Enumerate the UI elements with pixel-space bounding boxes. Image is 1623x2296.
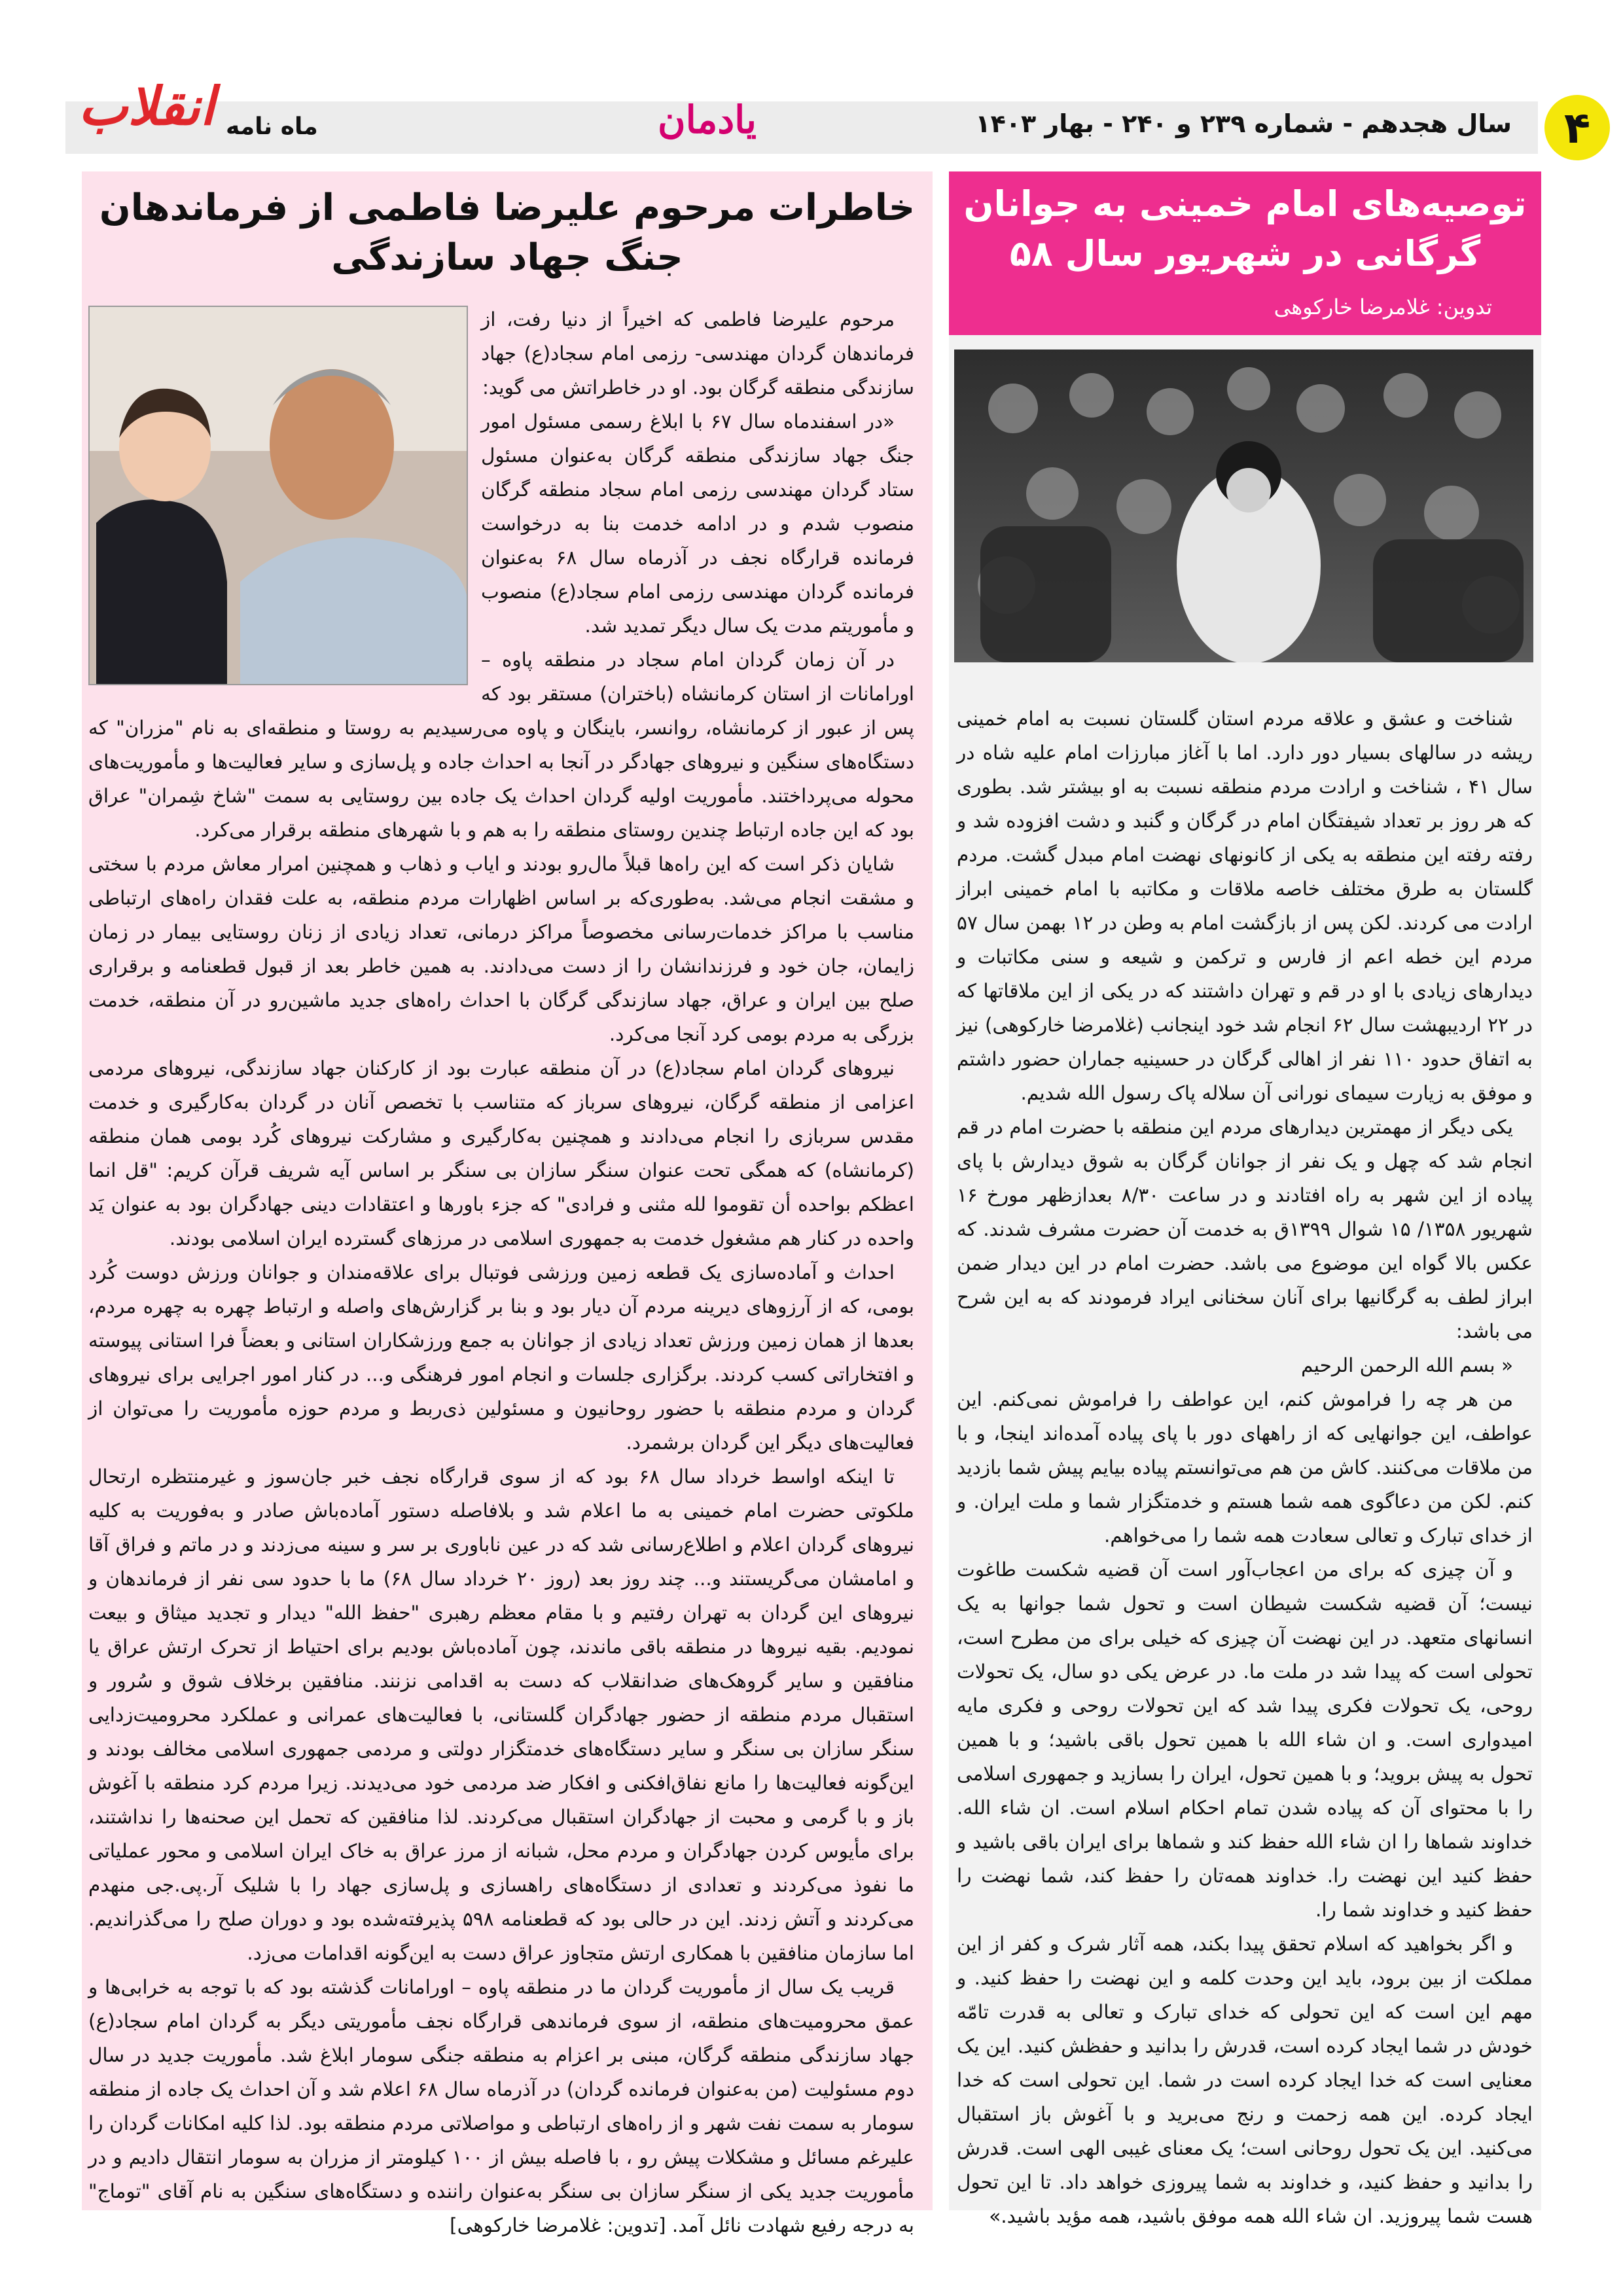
paragraph: شایان ذکر است که این راه‌ها قبلاً مال‌رو بودند و ایاب و ذهاب و همچنین امرار معاش مردم با سختی و مشقت انجام می‌شد. به‌طوری‌که بر اساس اظهارات مردم منطقه، به علت فقدان راه‌های ارتباطی مناسب با مراکز خدمات‌رسانی مخصوصاً مراکز درمانی، تعداد زیادی از زنان روستایی بیمار در زمان زایمان، جان خود و فرزندانشان را از دست می‌دادند. به همین خاطر بعد از قبول قطعنامه و برقراری صلح بین ایران و عراق، جهاد سازندگی گرگان با احداث راه‌های جدید ماشین‌رو در آن منطقه، خدمت بزرگی به مردم بومی کرد آنجا می‌کرد.: [88, 853, 914, 1045]
article-header-box: [949, 171, 1541, 335]
paragraph: شناخت و عشق و علاقه مردم استان گلستان نسبت به امام خمینی ریشه در سالهای بسیار دور دارد. اما با آغاز مبارزات امام علیه شاه در سال ۴۱ ، شناخت و ارادت مردم منطقه نسبت به او بیشتر شد. بطوری که هر روز بر تعداد شیفتگان امام در گرگان و گنبد و دشت افزوده شد و رفته رفته این منطقه به یکی از کانونهای نهضت امام مبدل گشت. مردم گلستان به طرق مختلف خاصه ملاقات و مکاتبه با امام خمینی ابراز ارادت می کردند. لکن پس از بازگشت امام به وطن در ۱۲ بهمن سال ۵۷ مردم این خطه اعم از فارس و ترکمن و شیعه و سنی مکاتبات و دیدارهای زیادی با او در قم و تهران داشتند که در یکی از این ملاقاتها که در ۲۲ اردیبهشت سال ۶۲ انجام شد خود اینجانب (غلامرضا خارکوهی) نیز به اتفاق حدود ۱۱۰ نفر از اهالی گرگان در حسینیه جماران حضور داشتم و موفق به زیارت سیمای نورانی آن سلاله پاک رسول الله شدیم.: [957, 708, 1533, 1104]
page-header: [65, 75, 1591, 167]
group-photo: [954, 350, 1533, 662]
group-photo-image: [954, 350, 1533, 662]
magazine-label: ماه نامه: [226, 113, 318, 140]
article-author: تدوین: غلامرضا خارکوهی: [1274, 295, 1492, 319]
paragraph: تا اینکه اواسط خرداد سال ۶۸ بود که از سوی قرارگاه نجف خبر جان‌سوز و غیرمنتظره ارتحال ملکوتی حضرت امام خمینی به ما اعلام شد و بلافاصله دستور آماده‌باش صادر و به‌فوریت به کلیه نیروهای گردان اعلام و اطلاع‌رسانی شد که در عین ناباوری بر سر و سینه می‌زدند و در ماتم و فراق آقا و امامشان می‌گریستند و... چند روز بعد (روز ۲۰ خرداد سال ۶۸) ما با حدود سی نفر از فرماندهان و نیروهای این گردان به تهران رفتیم و با مقام معظم رهبری "حفظ الله" دیدار و تجدید میثاق و بیعت نمودیم. بقیه نیروها در منطقه باقی ماندند، چون آماده‌باش بودیم برای احتیاط از تحرک ارتش عراق یا منافقین و سایر گروهک‌های ضدانقلاب که دست به اقدامی نزنند. منافقین برخلاف شوق و سُرور و استقبال مردم منطقه از حضور جهادگران گلستانی، با فعالیت‌های عمرانی و عملکرد محرومیت‌زدایی سنگر سازان بی سنگر و سایر دستگاه‌های خدمتگزار دولتی و مردمی جمهوری اسلامی مخالف بودند و این‌گونه فعالیت‌ها را مانع نفاق‌افکنی و افکار ضد مردمی خود می‌دیدند. زیرا مردم کرد منطقه با آغوش باز و با گرمی و محبت از جهادگران استقبال می‌کردند. لذا منافقین که تحمل این صحنه‌ها را نداشتند، برای مأیوس کردن جهادگران و مردم محل، شبانه از مرز عراق به خاک ایران اسلامی و محور عملیاتی ما نفوذ می‌کردند و تعدادی از دستگاه‌های راهسازی و پل‌سازی جهاد را با شلیک آر.پی.جی منهدم می‌کردند و آتش زدند. این در حالی بود که قطعنامه ۵۹۸ پذیرفته‌شده بود و دوران صلح را می‌گذراندیم. اما سازمان منافقین با همکاری ارتش متجاوز عراق دست به این‌گونه اقدامات می‌زد.: [88, 1465, 914, 1964]
paragraph: در آن زمان گردان امام سجاد در منطقه پاوه – اورامانات از استان کرمانشاه (باختران) مستقر بود که پس از عبور از کرمانشاه، روانسر، باینگان و پاوه می‌رسیدیم به روستا و منطقه‌ای به نام "مزران" که دستگاه‌های سنگین و نیروهای جهادگر در آنجا به احداث جاده و پل‌سازی و سایر فعالیت‌ها و مأموریت‌های محوله می‌پرداختند. مأموریت اولیه گردان احداث یک جاده بین روستایی به سمت "شاخ شِمران" عراق بود که این جاده ارتباط چندین روستای منطقه را به هم و با شهرهای منطقه برقرار می‌کرد.: [88, 649, 914, 841]
paragraph: « بسم الله الرحمن الرحیم: [1301, 1354, 1513, 1376]
article-imam-khomeini: [949, 171, 1541, 2227]
article-title: خاطرات مرحوم علیرضا فاطمی از فرماندهان جنگ جهاد سازندگی: [99, 187, 916, 279]
article-fatemi-memoirs: [82, 171, 933, 2236]
paragraph: «در اسفندماه سال ۶۷ با ابلاغ رسمی مسئول امور جنگ جهاد سازندگی منطقه گرگان به‌عنوان مسئول ستاد گردان مهندسی رزمی امام سجاد منطقه گرگان منصوب شدم و در ادامه خدمت بنا به درخواست فرمانده قرارگاه نجف در آذرماه سال ۶۸ به‌عنوان فرمانده گردان مهندسی رزمی امام سجاد(ع) منصوب و مأموریتم مدت یک سال دیگر تمدید شد.: [481, 410, 914, 637]
article-title: توصیه‌های امام خمینی به جوانان گرگانی در شهریور سال ۵۸: [963, 183, 1527, 274]
paragraph: و آن چیزی که برای من اعجاب‌آور است آن قضیه شکست طاغوت نیست؛ آن قضیه شکست شیطان است و تحول شما جوانها به یک انسانهای متعهد. در این نهضت آن چیزی که خیلی برای من مطرح است، تحولی است که پیدا شد در ملت ما. در عرض یکی دو سال، یک تحولات روحی، یک تحولات فکری پیدا شد که این تحولات روحی و فکری مایه امیدواری است. و ان شاء الله با همین تحول باقی باشید؛ و با همین تحول به پیش بروید؛ و با همین تحول، ایران را بسازید و جمهوری اسلامی را با محتوای آن که پیاده شدن تمام احکام اسلام است. ان شاء الله. خداوند شماها را ان شاء الله حفظ کند و شماها برای ایران باقی باشید و حفظ کنید این نهضت را. خداوند همه‌تان را حفظ کند، شما نهضت را حفظ کنید و خداوند شما را.: [957, 1558, 1533, 1921]
paragraph: و اگر بخواهید که اسلام تحقق پیدا بکند، همه آثار شرک و کفر از این مملکت از بین برود، باید این وحدت کلمه و این نهضت را حفظ کنید. و مهم این است که این تحولی که خدای تبارک و تعالی به قدرت تامّه خودش در شما ایجاد کرده است، قدرش را بدانید و حفظش کنید. این یک معنایی است که خدا ایجاد کرده است در شما. این تحولی است که خدا ایجاد کرده. این همه زحمت و رنج می‌برید و با آغوش باز استقبال می‌کنید. این یک تحول روحانی است؛ یک معنای غیبی الهی است. قدرش را بدانید و حفظ کنید، و خداوند به شما پیروزی خواهد داد. تا این تحول هست شما پیروزید. ان شاء الله همه موفق باشید، همه مؤید باشید.»: [957, 1933, 1533, 2227]
section-title: یادمان: [658, 98, 757, 142]
paragraph: یکی دیگر از مهمترین دیدارهای مردم این منطقه با حضرت امام در قم انجام شد که چهل و یک نفر از جوانان گرگان به شوق دیدارش با پای پیاده از این شهر به راه افتادند و در ساعت ۸/۳۰ بعدازظهر مورخ ۱۶ شهریور ۱۳۵۸/ ۱۵ شوال ۱۳۹۹ق به خدمت آن حضرت مشرف شدند. که عکس بالا گواه این موضوع می باشد. حضرت امام در این دیدار ضمن ابراز لطف به گرگانیها برای آنان سخنانی ایراد فرمودند که به این شرح می باشد:: [957, 1116, 1533, 1342]
paragraph: قریب یک سال از مأموریت گردان ما در منطقه پاوه – اورامانات گذشته بود که با توجه به خرابی‌ها و عمق محرومیت‌های منطقه، از سوی فرماندهی قرارگاه نجف مأموریتی دیگر به گردان امام سجاد(ع) جهاد سازندگی منطقه گرگان، مبنی بر اعزام به منطقه جنگی سومار ابلاغ شد. مأموریت جدید در سال دوم مسئولیت (من به‌عنوان فرمانده گردان) در آذرماه سال ۶۸ اعلام شد و آن احداث یک جاده از منطقه سومار به سمت نفت شهر و از راه‌های ارتباطی و مواصلاتی مردم منطقه بود. لذا کلیه امکانات گردان را علیرغم مسائل و مشکلات پیش رو ، با فاصله بیش از ۱۰۰ کیلومتر از مزران به سومار انتقال دادیم و در مأموریت جدید یکی از سنگر سازان بی سنگر به‌عنوان راننده و دستگاه‌های سنگین به نام آقای "توماج" به درجه رفیع شهادت نائل آمد. [تدوین: غلامرضا خارکوهی]: [88, 1976, 914, 2236]
article-body: [88, 302, 914, 2242]
paragraph: مرحوم علیرضا فاطمی که اخیراً از دنیا رفت، از فرماندهان گردان مهندسی- رزمی امام سجاد(ع) جهاد سازندگی منطقه گرگان بود. او در خاطراتش می گوید:: [481, 308, 914, 399]
article-body: [957, 702, 1533, 2233]
paragraph: احداث و آماده‌سازی یک قطعه زمین ورزشی فوتبال برای علاقه‌مندان و جوانان ورزش دوست کُرد بومی، که از آرزوهای دیرینه مردم آن دیار بود و بنا بر گزارش‌های واصله و ارتباط چهره به چهره مردم، بعدها از همان زمین ورزش تعداد زیادی از جوانان به جمع ورزشکاران استانی و بعضاً فرا استانی پیوسته و افتخاراتی کسب کردند. برگزاری جلسات و انجام امور فرهنگی و... در کنار امور اجرایی برای نیروهای گردان و مردم منطقه با حضور روحانیون و مسئولین ذی‌ربط و مردم حوزه مأموریت را می‌توان از فعالیت‌های دیگر این گردان برشمرد.: [88, 1261, 914, 1454]
photo-wrap-spacer: [88, 302, 481, 699]
paragraph: من هر چه را فراموش کنم، این عواطف را فراموش نمی‌کنم. این عواطف، این جوانهایی که از راههای دور با پای پیاده آمده‌اند اینجا، و با من ملاقات می‌کنند. کاش من هم می‌توانستم پیاده بیایم پیش شما بازدید کنم. لکن من دعاگوی همه شما هستم و خدمتگزار شما و ملت ایران. و از خدای تبارک و تعالی سعادت همه شما را می‌خواهم.: [957, 1388, 1533, 1547]
page-number-badge: ۴: [1544, 95, 1610, 160]
magazine-logo: انقلاب: [79, 75, 215, 137]
issue-info: سال هجدهم - شماره ۲۳۹ و ۲۴۰ - بهار ۱۴۰۳: [975, 109, 1512, 138]
paragraph: نیروهای گردان امام سجاد(ع) در آن منطقه عبارت بود از کارکنان جهاد سازندگی، نیروهای مردمی اعزامی از منطقه گرگان، نیروهای سرباز که متناسب با تخصص آنان در گردان به‌کارگیری و خدمت مقدس سربازی را انجام می‌دادند و همچنین به‌کارگیری و مشارکت نیروهای کُرد بومی همان منطقه (کرمانشاه) که همگی تحت عنوان سنگر سازان بی سنگر بر اساس آیه شریف قرآن کریم: "قل انما اعظکم بواحده أن تقوموا لله مثنی و فرادی" که جزء باورها و اعتقادات دینی جهادگران بود به عنوان یَد واحده در کنار هم مشغول خدمت به جمهوری اسلامی در مرزهای گسترده ایران اسلامی بودند.: [88, 1057, 914, 1249]
